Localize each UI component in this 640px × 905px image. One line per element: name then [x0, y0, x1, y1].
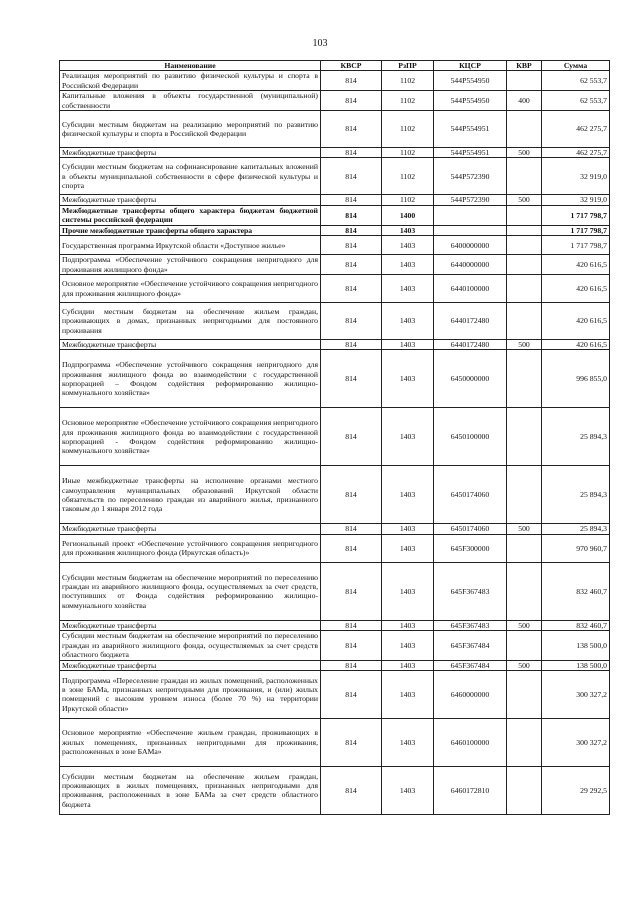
cell-name: Межбюджетные трансферты: [60, 660, 321, 670]
table-row: [60, 111, 610, 148]
cell-rzpr: 1102: [382, 71, 434, 91]
cell-name: Подпрограмма «Обеспечение устойчивого сокращения непригодного для проживания жилищного фонда во взаимодействии с государственной корпорацией – Фондом содействия реформированию жилищно-коммунального хозяйства»: [60, 350, 321, 408]
cell-kvr: [507, 350, 542, 408]
cell-name: Субсидии местным бюджетам на софинансирование капитальных вложений в объекты муниципальной собственности в сфере физической культуры и спорта: [60, 158, 321, 195]
cell-kcsr: 544P554951: [434, 111, 507, 148]
cell-rzpr: 1403: [382, 562, 434, 620]
cell-name: Межбюджетные трансферты: [60, 148, 321, 158]
cell-rzpr: 1403: [382, 225, 434, 235]
cell-kcsr: 6440172480: [434, 340, 507, 350]
cell-kvsr: 814: [321, 466, 382, 524]
cell-kcsr: 6460000000: [434, 670, 507, 718]
cell-rzpr: 1400: [382, 205, 434, 225]
cell-sum: 462 275,7: [542, 111, 610, 148]
table-row: [60, 148, 610, 158]
column-header-name: Наименование: [60, 61, 321, 71]
cell-kvsr: 814: [321, 408, 382, 466]
cell-kvr: [507, 71, 542, 91]
cell-kvsr: 814: [321, 303, 382, 340]
table-row: [60, 275, 610, 303]
cell-sum: 462 275,7: [542, 148, 610, 158]
cell-kvr: [507, 275, 542, 303]
cell-kvr: [507, 766, 542, 814]
cell-name: Региональный проект «Обеспечение устойчивого сокращения непригодного для проживания жилищного фонда (Иркутская область)»: [60, 534, 321, 562]
cell-kvsr: 814: [321, 148, 382, 158]
cell-kvr: [507, 303, 542, 340]
cell-rzpr: 1403: [382, 660, 434, 670]
cell-kvsr: 814: [321, 660, 382, 670]
cell-sum: 25 894,3: [542, 408, 610, 466]
cell-name: Субсидии местным бюджетам на обеспечение мероприятий по переселению граждан из аварийного жилищного фонда, осуществляемых за счет средств областного бюджета: [60, 631, 321, 660]
column-header-sum: Сумма: [542, 61, 610, 71]
cell-kvr: 500: [507, 340, 542, 350]
cell-kvsr: 814: [321, 195, 382, 205]
cell-kvsr: 814: [321, 205, 382, 225]
cell-sum: 1 717 798,7: [542, 236, 610, 255]
cell-sum: 62 553,7: [542, 91, 610, 111]
cell-rzpr: 1102: [382, 91, 434, 111]
cell-kcsr: 6440000000: [434, 255, 507, 275]
cell-name: Межбюджетные трансферты: [60, 620, 321, 630]
cell-name: Межбюджетные трансферты общего характера бюджетам бюджетной системы российской федерации: [60, 205, 321, 225]
cell-kvsr: 814: [321, 91, 382, 111]
budget-table: [59, 60, 610, 815]
cell-sum: 25 894,3: [542, 524, 610, 534]
cell-name: Подпрограмма «Переселение граждан из жилых помещений, расположенных в зоне БАМа, признанных непригодными для проживания, и (или) жилых помещений с высоким уровнем износа (более 70 %) на территории Иркутской области»: [60, 670, 321, 718]
table-row: [60, 303, 610, 340]
cell-rzpr: 1403: [382, 631, 434, 660]
cell-kvsr: 814: [321, 255, 382, 275]
cell-kcsr: 6450000000: [434, 350, 507, 408]
cell-kcsr: 544P554950: [434, 91, 507, 111]
cell-sum: 300 327,2: [542, 718, 610, 766]
cell-rzpr: 1403: [382, 620, 434, 630]
table-row: [60, 620, 610, 630]
cell-rzpr: 1403: [382, 408, 434, 466]
cell-sum: 25 894,3: [542, 466, 610, 524]
cell-kcsr: 645F300000: [434, 534, 507, 562]
cell-rzpr: 1403: [382, 534, 434, 562]
cell-kcsr: [434, 205, 507, 225]
table-row: [60, 466, 610, 524]
table-row: [60, 718, 610, 766]
cell-sum: 420 616,5: [542, 340, 610, 350]
table-row: [60, 524, 610, 534]
cell-kvsr: 814: [321, 631, 382, 660]
cell-kvr: [507, 158, 542, 195]
cell-name: Иные межбюджетные трансферты на исполнение органами местного самоуправления муниципальных образований Иркутской области обязательств по переселению граждан из аварийного жилья, признанного таковым до 1 января 2012 года: [60, 466, 321, 524]
table-row: [60, 71, 610, 91]
cell-rzpr: 1102: [382, 148, 434, 158]
cell-kvsr: 814: [321, 718, 382, 766]
table-row: [60, 766, 610, 814]
cell-kvsr: 814: [321, 340, 382, 350]
cell-sum: 832 460,7: [542, 562, 610, 620]
cell-kvsr: 814: [321, 620, 382, 630]
table-row: [60, 236, 610, 255]
cell-name: Основное мероприятие «Обеспечение жильем граждан, проживающих в жилых помещениях, признанных непригодными для проживания, расположенных в зоне БАМа»: [60, 718, 321, 766]
cell-kcsr: 544P572390: [434, 158, 507, 195]
cell-kvr: [507, 670, 542, 718]
table-row: [60, 340, 610, 350]
cell-kcsr: 6460100000: [434, 718, 507, 766]
cell-kvr: [507, 236, 542, 255]
cell-kcsr: 645F367484: [434, 660, 507, 670]
cell-sum: 970 960,7: [542, 534, 610, 562]
cell-kvr: [507, 255, 542, 275]
cell-rzpr: 1403: [382, 524, 434, 534]
cell-kvr: [507, 718, 542, 766]
cell-sum: 62 553,7: [542, 71, 610, 91]
cell-kcsr: 544P554950: [434, 71, 507, 91]
cell-name: Реализация мероприятий по развитию физической культуры и спорта в Российской Федерации: [60, 71, 321, 91]
table-row: [60, 158, 610, 195]
cell-kvr: [507, 225, 542, 235]
page-number: 103: [312, 38, 328, 49]
cell-rzpr: 1403: [382, 718, 434, 766]
cell-kvr: [507, 631, 542, 660]
cell-kvsr: 814: [321, 766, 382, 814]
cell-name: Капитальные вложения в объекты государственной (муниципальной) собственности: [60, 91, 321, 111]
cell-rzpr: 1403: [382, 340, 434, 350]
cell-kvsr: 814: [321, 225, 382, 235]
cell-sum: 996 855,0: [542, 350, 610, 408]
cell-kvsr: 814: [321, 350, 382, 408]
table-row: [60, 408, 610, 466]
cell-kvr: 500: [507, 195, 542, 205]
cell-rzpr: 1102: [382, 195, 434, 205]
cell-name: Основное мероприятие «Обеспечение устойчивого сокращения непригодного для проживания жилищного фонда»: [60, 275, 321, 303]
cell-rzpr: 1403: [382, 236, 434, 255]
cell-rzpr: 1403: [382, 275, 434, 303]
table-row: [60, 562, 610, 620]
cell-sum: 420 616,5: [542, 303, 610, 340]
table-row: [60, 195, 610, 205]
cell-kvr: [507, 205, 542, 225]
cell-name: Подпрограмма «Обеспечение устойчивого сокращения непригодного для проживания жилищного фонда»: [60, 255, 321, 275]
cell-sum: 420 616,5: [542, 275, 610, 303]
column-header-kvsr: КВСР: [321, 61, 382, 71]
cell-rzpr: 1403: [382, 350, 434, 408]
cell-name: Основное мероприятие «Обеспечение устойчивого сокращения непригодного для проживания жилищного фонда во взаимодействии с государственной корпорацией - Фондом содействия реформированию жилищно-коммунального хозяйства»: [60, 408, 321, 466]
cell-kvsr: 814: [321, 236, 382, 255]
cell-kvr: 500: [507, 660, 542, 670]
cell-sum: 1 717 798,7: [542, 225, 610, 235]
cell-kvsr: 814: [321, 71, 382, 91]
cell-rzpr: 1403: [382, 466, 434, 524]
cell-kvr: 500: [507, 524, 542, 534]
cell-kcsr: 544P554951: [434, 148, 507, 158]
cell-kvsr: 814: [321, 111, 382, 148]
cell-sum: 138 500,0: [542, 660, 610, 670]
cell-kvr: [507, 408, 542, 466]
cell-name: Субсидии местным бюджетам на обеспечение жильем граждан, проживающих в жилых помещениях, признанных непригодными для проживания, расположенных в зоне БАМа за счет средств областного бюджета: [60, 766, 321, 814]
cell-kvr: [507, 111, 542, 148]
cell-name: Государственная программа Иркутской области «Доступное жилье»: [60, 236, 321, 255]
cell-sum: 1 717 798,7: [542, 205, 610, 225]
cell-kcsr: 645F367484: [434, 631, 507, 660]
cell-kcsr: 544P572390: [434, 195, 507, 205]
cell-kcsr: 6400000000: [434, 236, 507, 255]
cell-kcsr: 6450100000: [434, 408, 507, 466]
cell-sum: 29 292,5: [542, 766, 610, 814]
table-row: [60, 350, 610, 408]
cell-kcsr: 6440172480: [434, 303, 507, 340]
cell-sum: 138 500,0: [542, 631, 610, 660]
cell-rzpr: 1403: [382, 766, 434, 814]
cell-name: Межбюджетные трансферты: [60, 524, 321, 534]
table-row: [60, 255, 610, 275]
cell-kvsr: 814: [321, 158, 382, 195]
cell-kcsr: [434, 225, 507, 235]
cell-kvr: [507, 562, 542, 620]
cell-kvsr: 814: [321, 670, 382, 718]
cell-name: Межбюджетные трансферты: [60, 340, 321, 350]
table-row: [60, 631, 610, 660]
table-row: [60, 91, 610, 111]
cell-sum: 32 919,0: [542, 195, 610, 205]
cell-kcsr: 645F367483: [434, 562, 507, 620]
cell-sum: 832 460,7: [542, 620, 610, 630]
table-row: [60, 660, 610, 670]
cell-name: Субсидии местным бюджетам на обеспечение жильем граждан, проживающих в домах, признанных непригодными для постоянного проживания: [60, 303, 321, 340]
table-row: [60, 534, 610, 562]
cell-sum: 420 616,5: [542, 255, 610, 275]
cell-kvsr: 814: [321, 534, 382, 562]
column-header-kvr: КВР: [507, 61, 542, 71]
table-row: [60, 225, 610, 235]
column-header-rzpr: РзПР: [382, 61, 434, 71]
cell-rzpr: 1102: [382, 158, 434, 195]
cell-kvsr: 814: [321, 562, 382, 620]
cell-kvr: 400: [507, 91, 542, 111]
cell-kvr: [507, 466, 542, 524]
cell-kvr: [507, 534, 542, 562]
cell-sum: 300 327,2: [542, 670, 610, 718]
table-row: [60, 670, 610, 718]
cell-kvr: 500: [507, 620, 542, 630]
cell-kcsr: 6450174060: [434, 524, 507, 534]
cell-rzpr: 1403: [382, 670, 434, 718]
cell-rzpr: 1403: [382, 303, 434, 340]
cell-kvsr: 814: [321, 524, 382, 534]
cell-name: Субсидии местным бюджетам на обеспечение мероприятий по переселению граждан из аварийного жилищного фонда, осуществляемых за счет средств, поступивших от Фонда содействия реформированию жилищно-коммунального хозяйства: [60, 562, 321, 620]
cell-rzpr: 1102: [382, 111, 434, 148]
column-header-kcsr: КЦСР: [434, 61, 507, 71]
cell-kcsr: 6460172810: [434, 766, 507, 814]
table-body: [60, 71, 610, 815]
cell-name: Межбюджетные трансферты: [60, 195, 321, 205]
table-row: [60, 205, 610, 225]
cell-rzpr: 1403: [382, 255, 434, 275]
cell-kcsr: 6440100000: [434, 275, 507, 303]
cell-kvsr: 814: [321, 275, 382, 303]
table-header-row: [60, 61, 610, 71]
cell-name: Субсидии местным бюджетам на реализацию мероприятий по развитию физической культуры и спорта в Российской Федерации: [60, 111, 321, 148]
cell-name: Прочие межбюджетные трансферты общего характера: [60, 225, 321, 235]
cell-sum: 32 919,0: [542, 158, 610, 195]
cell-kcsr: 645F367483: [434, 620, 507, 630]
cell-kvr: 500: [507, 148, 542, 158]
cell-kcsr: 6450174060: [434, 466, 507, 524]
